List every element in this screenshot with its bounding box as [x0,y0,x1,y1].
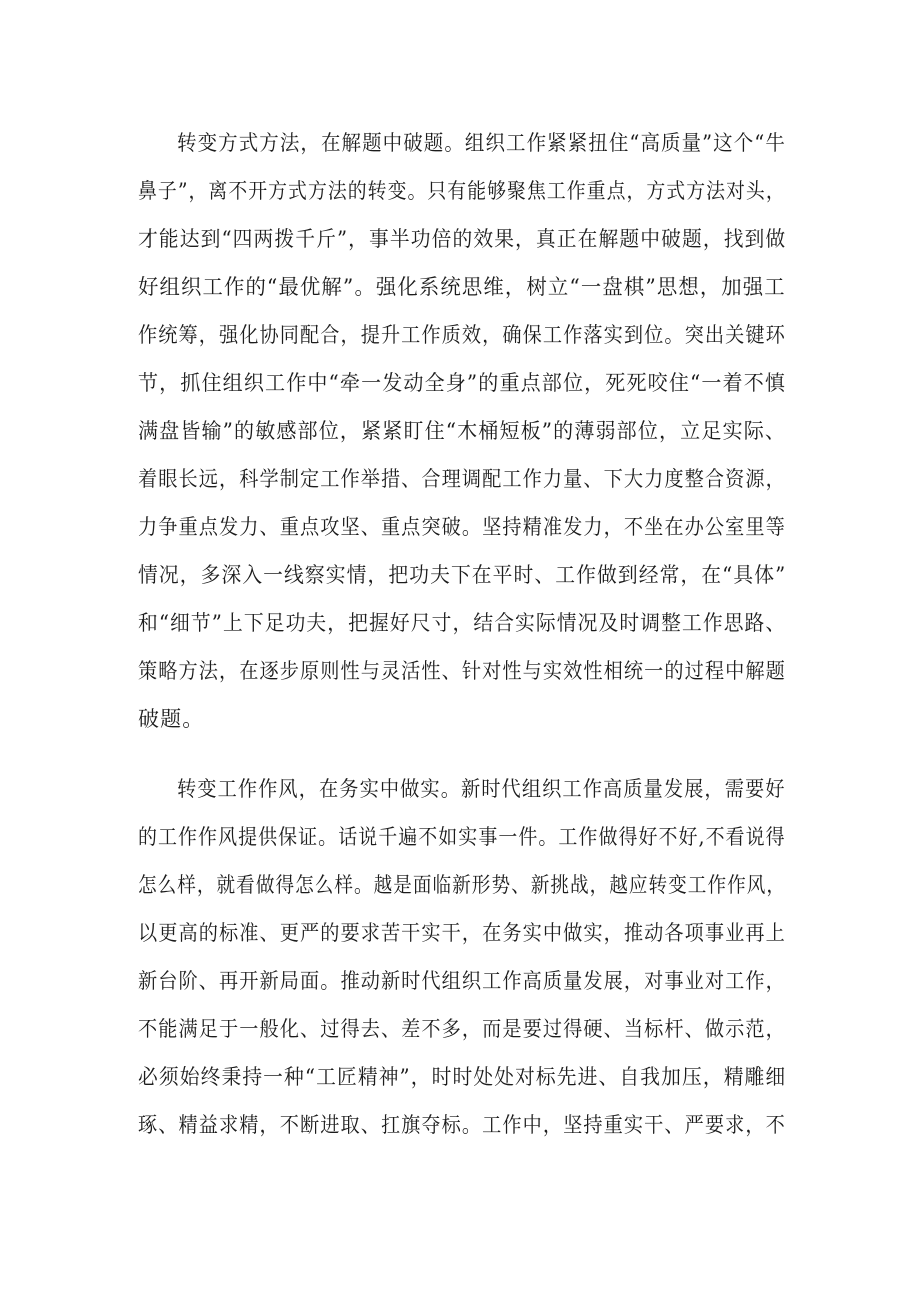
text-line: 节，抓住组织工作中“牵一发动全身”的重点部位，死死咬住“一着不慎 [138,371,787,395]
text-line: 情况，多深入一线察实情，把功夫下在平时、工作做到经常，在“具体” [138,563,787,587]
text-line: 作统筹，强化协同配合，提升工作质效，确保工作落实到位。突出关键环 [138,323,786,347]
text-line: 新台阶、再开新局面。推动新时代组织工作高质量发展，对事业对工作， [138,969,786,993]
text-line: 策略方法，在逐步原则性与灵活性、针对性与实效性相统一的过程中解题 [138,659,786,683]
text-line: 和“细节”上下足功夫，把握好尺寸，结合实际情况及时调整工作思路、 [138,611,787,635]
text-line: 满盘皆输”的敏感部位，紧紧盯住“木桶短板”的薄弱部位，立足实际、 [138,419,787,443]
text-line: 才能达到“四两拨千斤”，事半功倍的效果，真正在解题中破题，找到做 [138,227,787,251]
text-line: 不能满足于一般化、过得去、差不多，而是要过得硬、当标杆、做示范， [138,1017,786,1041]
text-line: 以更高的标准、更严的要求苦干实干，在务实中做实，推动各项事业再上 [138,921,786,945]
text-line: 转变工作作风，在务实中做实。新时代组织工作高质量发展，需要好 [177,777,786,801]
text-line: 力争重点发力、重点攻坚、重点突破。坚持精准发力，不坐在办公室里等 [138,515,786,539]
text-line: 着眼长远，科学制定工作举措、合理调配工作力量、下大力度整合资源， [138,467,786,491]
text-line: 琢、精益求精，不断进取、扛旗夺标。工作中，坚持重实干、严要求，不 [138,1113,786,1137]
text-line: 鼻子”，离不开方式方法的转变。只有能够聚焦工作重点，方式方法对头， [138,179,786,203]
text-line: 怎么样，就看做得怎么样。越是面临新形势、新挑战，越应转变工作作风， [138,873,786,897]
text-line: 的工作作风提供保证。话说千遍不如实事一件。工作做得好不好,不看说得 [138,825,786,849]
text-line: 转变方式方法，在解题中破题。组织工作紧紧扭住“高质量”这个“牛 [177,131,786,155]
text-line: 好组织工作的“最优解”。强化系统思维，树立“一盘棋”思想，加强工 [138,275,786,299]
text-line: 必须始终秉持一种“工匠精神”，时时处处对标先进、自我加压，精雕细 [138,1065,787,1089]
text-line: 破题。 [138,707,205,731]
